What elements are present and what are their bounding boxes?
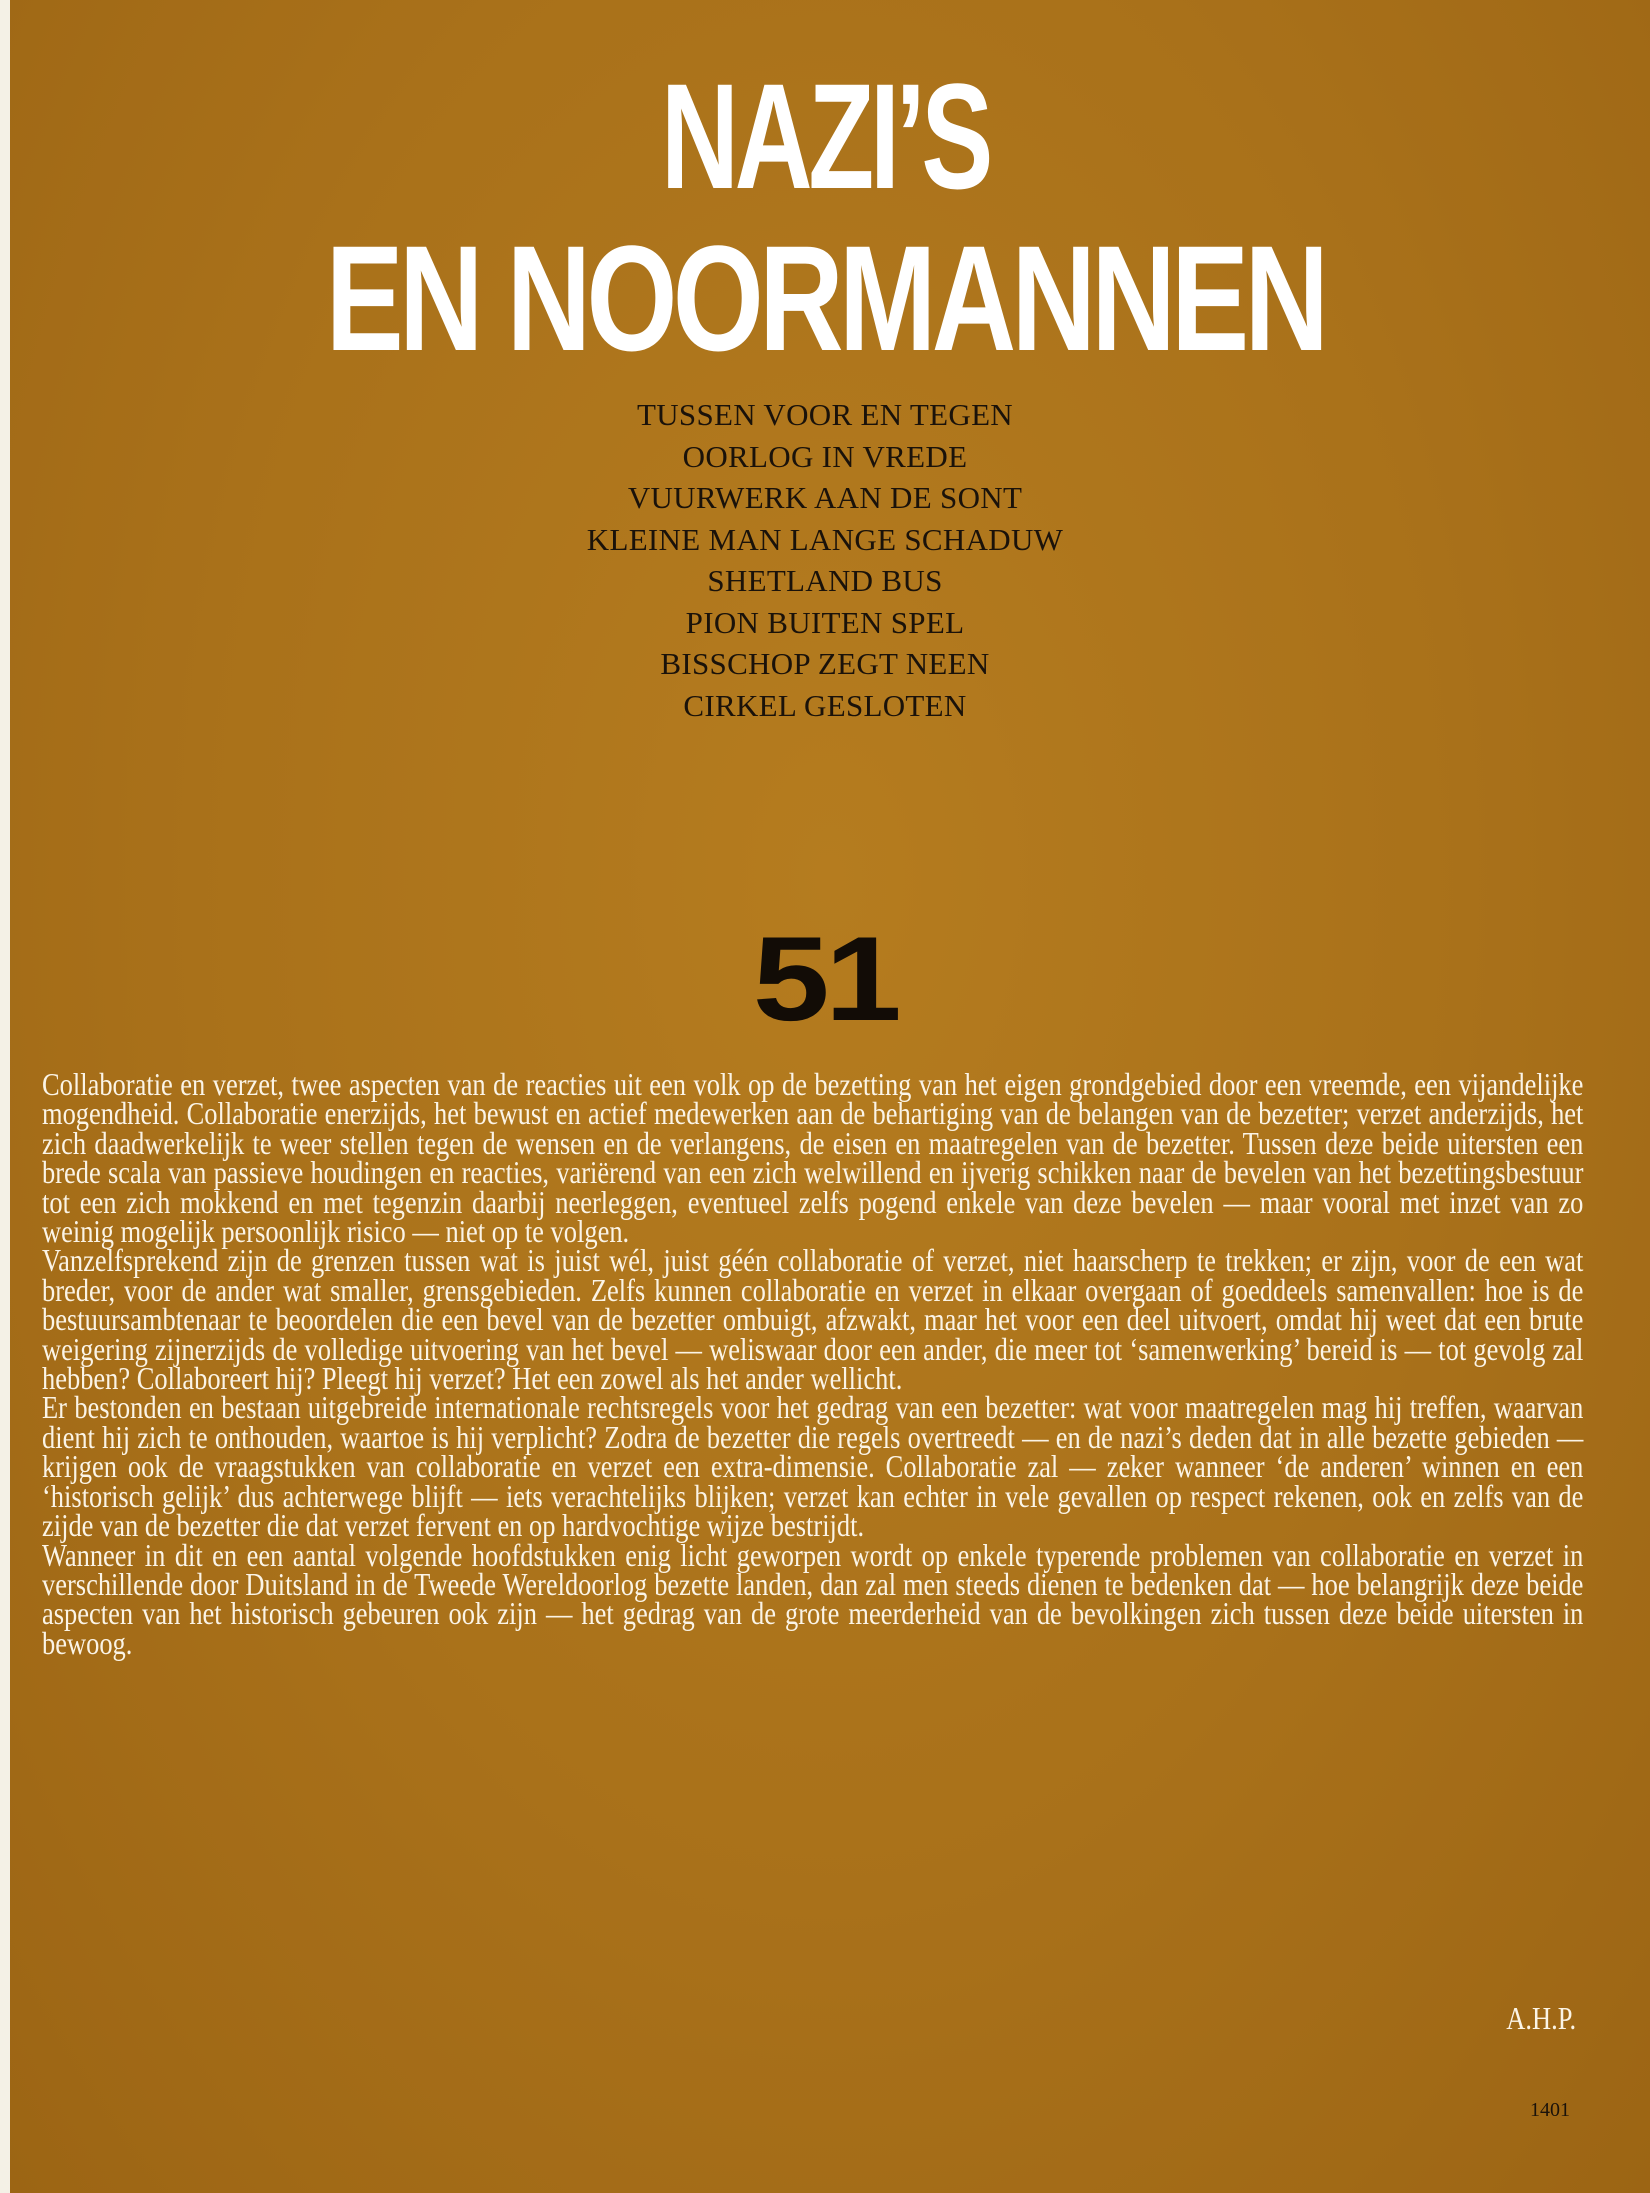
contents-item: KLEINE MAN LANGE SCHADUW bbox=[586, 521, 1064, 557]
contents-item: OORLOG IN VREDE bbox=[682, 438, 968, 474]
contents-item: BISSCHOP ZEGT NEEN bbox=[660, 646, 990, 681]
title-line-2: EN NOORMANNEN bbox=[325, 214, 1325, 382]
intro-text bbox=[42, 1067, 1584, 1661]
chapter-number: 51 bbox=[752, 912, 898, 1046]
paragraph: Wanneer in dit en een aantal volgende hoofdstukken enig licht geworpen wordt op enkele typerende problemen van collaboratie en verzet in verschillende door Duitsland in de Tweede Wereldoorlog bezette landen, dan zal men steeds dienen te bedenken dat — hoe belangrijk deze beide aspecten van het historisch gebeuren ook zijn — het gedrag van de grote meerderheid van de bevolkingen zich tussen deze beide uitersten in bewoog. bbox=[42, 1537, 1584, 1661]
contents-item: TUSSEN VOOR EN TEGEN bbox=[636, 397, 1013, 432]
contents-item: VUURWERK AAN DE SONT bbox=[627, 480, 1023, 515]
page-number: 1401 bbox=[1530, 2099, 1570, 2121]
title-line-1: NAZI’S bbox=[660, 52, 990, 220]
paragraph: Vanzelfsprekend zijn de grenzen tussen wat is juist wél, juist géén collaboratie of verzet, niet haarscherp te trekken; er zijn, voor de een wat breder, voor de ander wat smaller, grensgebieden. Zelfs kunnen collaboratie en verzet in elkaar overgaan of goeddeels samenvallen: hoe is de bestuursambtenaar te beoordelen die een bevel van de bezetter ombuigt, afzwakt, maar het voor een deel uitvoert, omdat hij weet dat een brute weigering zijnerzijds de volledige uitvoering van het bevel — weliswaar door een ander, die meer tot ‘samenwerking’ bereid is — tot gevolg zal hebben? Collaboreert hij? Pleegt hij verzet? Het een zowel als het ander wellicht. bbox=[42, 1243, 1584, 1397]
paragraph: Collaboratie en verzet, twee aspecten van de reacties uit een volk op de bezetting van het eigen grondgebied door een vreemde, een vijandelijke mogendheid. Collaboratie enerzijds, het bewust en actief medewerken aan de behartiging van de belangen van de bezetter; verzet anderzijds, het zich daadwerkelijk te weer stellen tegen de wensen en de verlangens, de eisen en maatregelen van de bezetter. Tussen deze beide uitersten een brede scala van passieve houdingen en reacties, variërend van een zich welwillend en ijverig schikken naar de bevelen van het bezettingsbestuur tot een zich mokkend en met tegenzin daarbij neerleggen, eventueel zelfs pogend enkele van deze bevelen — maar vooral met inzet van zo weinig mogelijk persoonlijk risico — niet op te volgen. bbox=[42, 1067, 1584, 1250]
contents-list bbox=[0, 394, 1650, 726]
contents-item: SHETLAND BUS bbox=[707, 563, 943, 598]
contents-item: CIRKEL GESLOTEN bbox=[683, 687, 967, 723]
contents-item: PION BUITEN SPEL bbox=[685, 604, 965, 640]
author-signature: A.H.P. bbox=[1506, 2001, 1576, 2036]
paragraph: Er bestonden en bestaan uitgebreide internationale rechtsregels voor het gedrag van een bezetter: wat voor maatregelen mag hij treffen, waarvan dient hij zich te onthouden, waartoe is hij verplicht? Zodra de bezetter die regels overtreedt — en de nazi’s deden dat in alle bezette gebieden — krijgen ook de vraagstukken van collaboratie en verzet een extra-dimensie. Collaboratie zal — zeker wanneer ‘de anderen’ winnen en een ‘historisch gelijk’ dus achterwege blijft — iets verachtelijks blijken; verzet kan echter in vele gevallen op respect rekenen, ook en zelfs van de zijde van de bezetter die dat verzet fervent en op hardvochtige wijze bestrijdt. bbox=[42, 1390, 1584, 1544]
